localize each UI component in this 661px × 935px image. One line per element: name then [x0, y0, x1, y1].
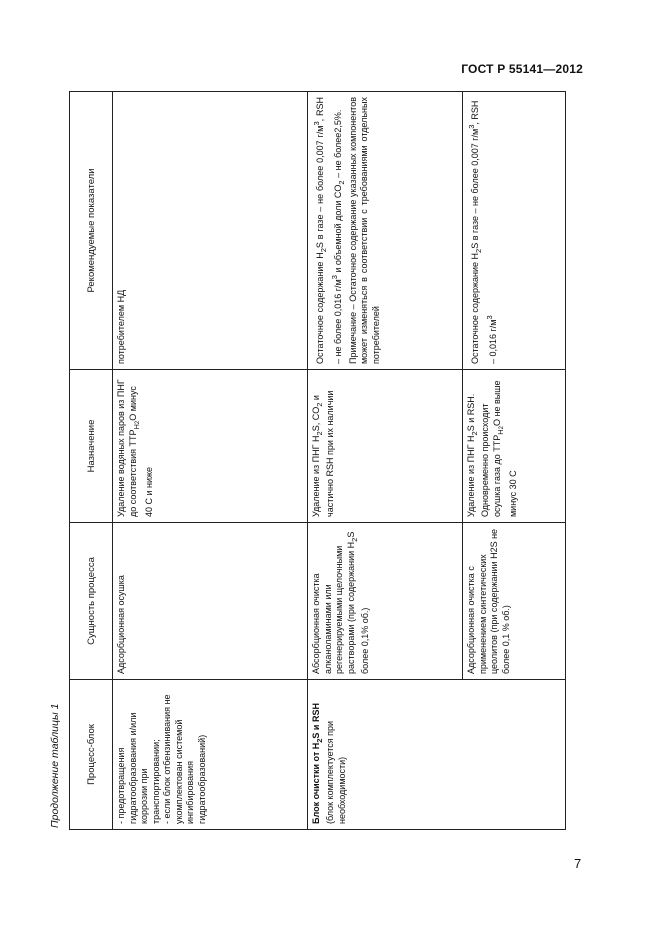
cell-text: Удаление водяных паров из ПНГ до соответствия ТТР: [116, 379, 138, 517]
table-cell: [113, 92, 308, 370]
document-code: ГОСТ Р 55141—2012: [461, 62, 583, 76]
page-number: 7: [574, 856, 582, 871]
table-cell: [463, 523, 566, 680]
cell-text: Остаточное содержание H: [470, 252, 480, 364]
block-note: (блок комплектуется при необходимости): [325, 720, 347, 824]
cell-text: Одновременно происходит осушка газа до ТТР: [480, 403, 502, 517]
block-title: Блок очистки от $H_2S$ и RSH: [311, 703, 324, 824]
table-cell: Остаточное содержание $H_2S$ в газе – не более 0,007 $г/м^3$, RSH – 0,016 $г/м^3$: [463, 92, 566, 370]
table-caption: Продолжение таблицы 1: [49, 703, 61, 828]
cell-text: Остаточное содержание H: [315, 252, 325, 364]
table-cell: [113, 680, 308, 830]
column-header: Рекомендуемые показатели: [70, 92, 113, 370]
table-cell: [113, 523, 308, 680]
table-cell: Остаточное содержание $H_2S$ в газе – не более 0,007 $г/м^3$, RSH – не более 0,016 $г/м^3$ и объемной доли $CO_2$ – не более2,5%. Примечание – Остаточное содержание указанных компонентов может изменяться в соответствии с требованиями отдельных потребителей: [308, 92, 463, 370]
cell-text: Удаление из ПНГ H: [466, 435, 476, 517]
cell-text: O минус 40 С и ниже: [127, 386, 154, 517]
rotated-table-container: [43, 92, 565, 830]
data-table: [69, 91, 566, 830]
table-cell: [308, 680, 566, 830]
column-header: Назначение: [70, 370, 113, 523]
subscript: 2: [134, 420, 141, 425]
column-header: Процесс-блок: [70, 680, 113, 830]
table-row: [113, 92, 308, 830]
table-row: [308, 92, 463, 830]
cell-text: Адсорбционная очистка с применением синтетических цеолитов (при содержании H2S не более 0,1 % об.): [466, 528, 511, 674]
cell-text: потребителем НД: [116, 289, 126, 364]
table-header-row: [70, 92, 113, 830]
cell-text: Адсорбционная осушка: [116, 575, 126, 674]
table-cell: [113, 370, 308, 523]
table-cell: Удаление из ПНГ $H_2S$, $CO_2$ и частично RSH при их наличии: [308, 370, 463, 523]
table-cell: Удаление из ПНГ $H_2S$ и RSH. Одновременно происходит осушка газа до $ТТР_{H2}O$ не выше минус 30 С: [463, 370, 566, 523]
table-cell: Абсорбционная очистка алканоламинами или регенерируемыми щелочными растворами (при содержании $H_2S$ более 0,1% об.): [308, 523, 463, 680]
cell-text: Абсорбционная очистка алканоламинами или регенерируемыми щелочными растворами (при содержании H: [311, 541, 356, 674]
column-header: Сущность процесса: [70, 523, 113, 680]
subscript: H: [131, 424, 141, 430]
cell-text: Удаление из ПНГ H: [311, 435, 321, 517]
note-text: Примечание – Остаточное содержание указанных компонентов может изменяться в соответствии с требованиями отдельных потребителей: [347, 97, 381, 364]
cell-text: - предотвращения гидратообразования и/или коррозии при транспортировании; - если блок отбензинивания не укомплектован системой ингибирования гидратообразований): [116, 694, 207, 824]
